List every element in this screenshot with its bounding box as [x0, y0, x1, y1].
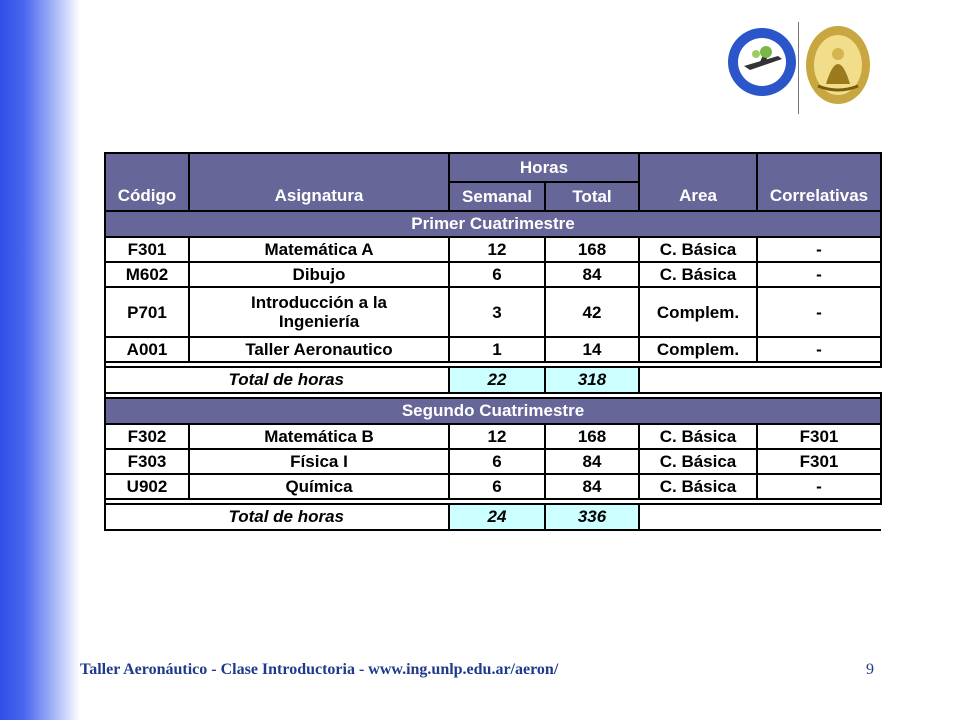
- cell-asignatura: Dibujo: [189, 262, 449, 287]
- table-row: [105, 424, 881, 449]
- cell-correlativas: F301: [757, 424, 881, 449]
- cell-asignatura: Química: [189, 474, 449, 499]
- cell-total: 84: [545, 262, 639, 287]
- section-title: Primer Cuatrimestre: [105, 211, 881, 237]
- cell-total: 84: [545, 449, 639, 474]
- cell-codigo: M602: [105, 262, 189, 287]
- cell-codigo: P701: [105, 287, 189, 337]
- total-label: Total de horas: [105, 504, 449, 530]
- cell-semanal: 6: [449, 474, 545, 499]
- cell-codigo: F302: [105, 424, 189, 449]
- cell-area: C. Básica: [639, 237, 757, 262]
- cell-area: C. Básica: [639, 262, 757, 287]
- cell-codigo: F303: [105, 449, 189, 474]
- cell-asignatura: Introducción a la Ingeniería: [189, 287, 449, 337]
- total-total: 336: [545, 504, 639, 530]
- cell-total: 42: [545, 287, 639, 337]
- logo-separator: [798, 22, 799, 114]
- side-gradient-bar: [0, 0, 80, 720]
- cell-total: 168: [545, 237, 639, 262]
- logos: [726, 22, 876, 114]
- cell-asignatura: Física I: [189, 449, 449, 474]
- total-semanal: 22: [449, 367, 545, 393]
- cell-area: Complem.: [639, 287, 757, 337]
- cell-asignatura: Taller Aeronautico: [189, 337, 449, 362]
- cell-area: Complem.: [639, 337, 757, 362]
- unlp-seal-logo: [804, 24, 872, 106]
- header-asignatura: Asignatura: [189, 153, 449, 211]
- cell-area: C. Básica: [639, 449, 757, 474]
- header-codigo: Código: [105, 153, 189, 211]
- section-row: [105, 398, 881, 424]
- total-semanal: 24: [449, 504, 545, 530]
- total-empty: [639, 367, 881, 393]
- total-label: Total de horas: [105, 367, 449, 393]
- header-row-top: [105, 153, 881, 182]
- section-title: Segundo Cuatrimestre: [105, 398, 881, 424]
- cell-semanal: 12: [449, 424, 545, 449]
- header-correlativas: Correlativas: [757, 153, 881, 211]
- page-number: 9: [866, 661, 874, 678]
- cell-correlativas: F301: [757, 449, 881, 474]
- table-row: [105, 237, 881, 262]
- cell-correlativas: -: [757, 474, 881, 499]
- cell-correlativas: -: [757, 237, 881, 262]
- cell-semanal: 1: [449, 337, 545, 362]
- cell-asignatura: Matemática B: [189, 424, 449, 449]
- departamento-aeronautica-logo: [726, 26, 798, 98]
- total-empty: [639, 504, 881, 530]
- cell-semanal: 12: [449, 237, 545, 262]
- total-row: [105, 367, 881, 393]
- curriculum-table: [104, 152, 882, 531]
- header-horas: Horas: [449, 153, 639, 182]
- cell-total: 168: [545, 424, 639, 449]
- footer-text: Taller Aeronáutico - Clase Introductoria - www.ing.unlp.edu.ar/aeron/: [80, 661, 559, 678]
- cell-semanal: 6: [449, 449, 545, 474]
- table-row: [105, 287, 881, 337]
- total-total: 318: [545, 367, 639, 393]
- cell-area: C. Básica: [639, 424, 757, 449]
- cell-asignatura: Matemática A: [189, 237, 449, 262]
- cell-codigo: U902: [105, 474, 189, 499]
- cell-correlativas: -: [757, 287, 881, 337]
- cell-semanal: 6: [449, 262, 545, 287]
- cell-total: 84: [545, 474, 639, 499]
- cell-codigo: A001: [105, 337, 189, 362]
- cell-semanal: 3: [449, 287, 545, 337]
- table-row: [105, 262, 881, 287]
- total-row: [105, 504, 881, 530]
- header-semanal: Semanal: [449, 182, 545, 211]
- cell-correlativas: -: [757, 262, 881, 287]
- cell-codigo: F301: [105, 237, 189, 262]
- table-row: [105, 337, 881, 362]
- header-area: Area: [639, 153, 757, 211]
- cell-correlativas: -: [757, 337, 881, 362]
- cell-area: C. Básica: [639, 474, 757, 499]
- header-total: Total: [545, 182, 639, 211]
- table-row: [105, 474, 881, 499]
- cell-total: 14: [545, 337, 639, 362]
- table-row: [105, 449, 881, 474]
- section-row: [105, 211, 881, 237]
